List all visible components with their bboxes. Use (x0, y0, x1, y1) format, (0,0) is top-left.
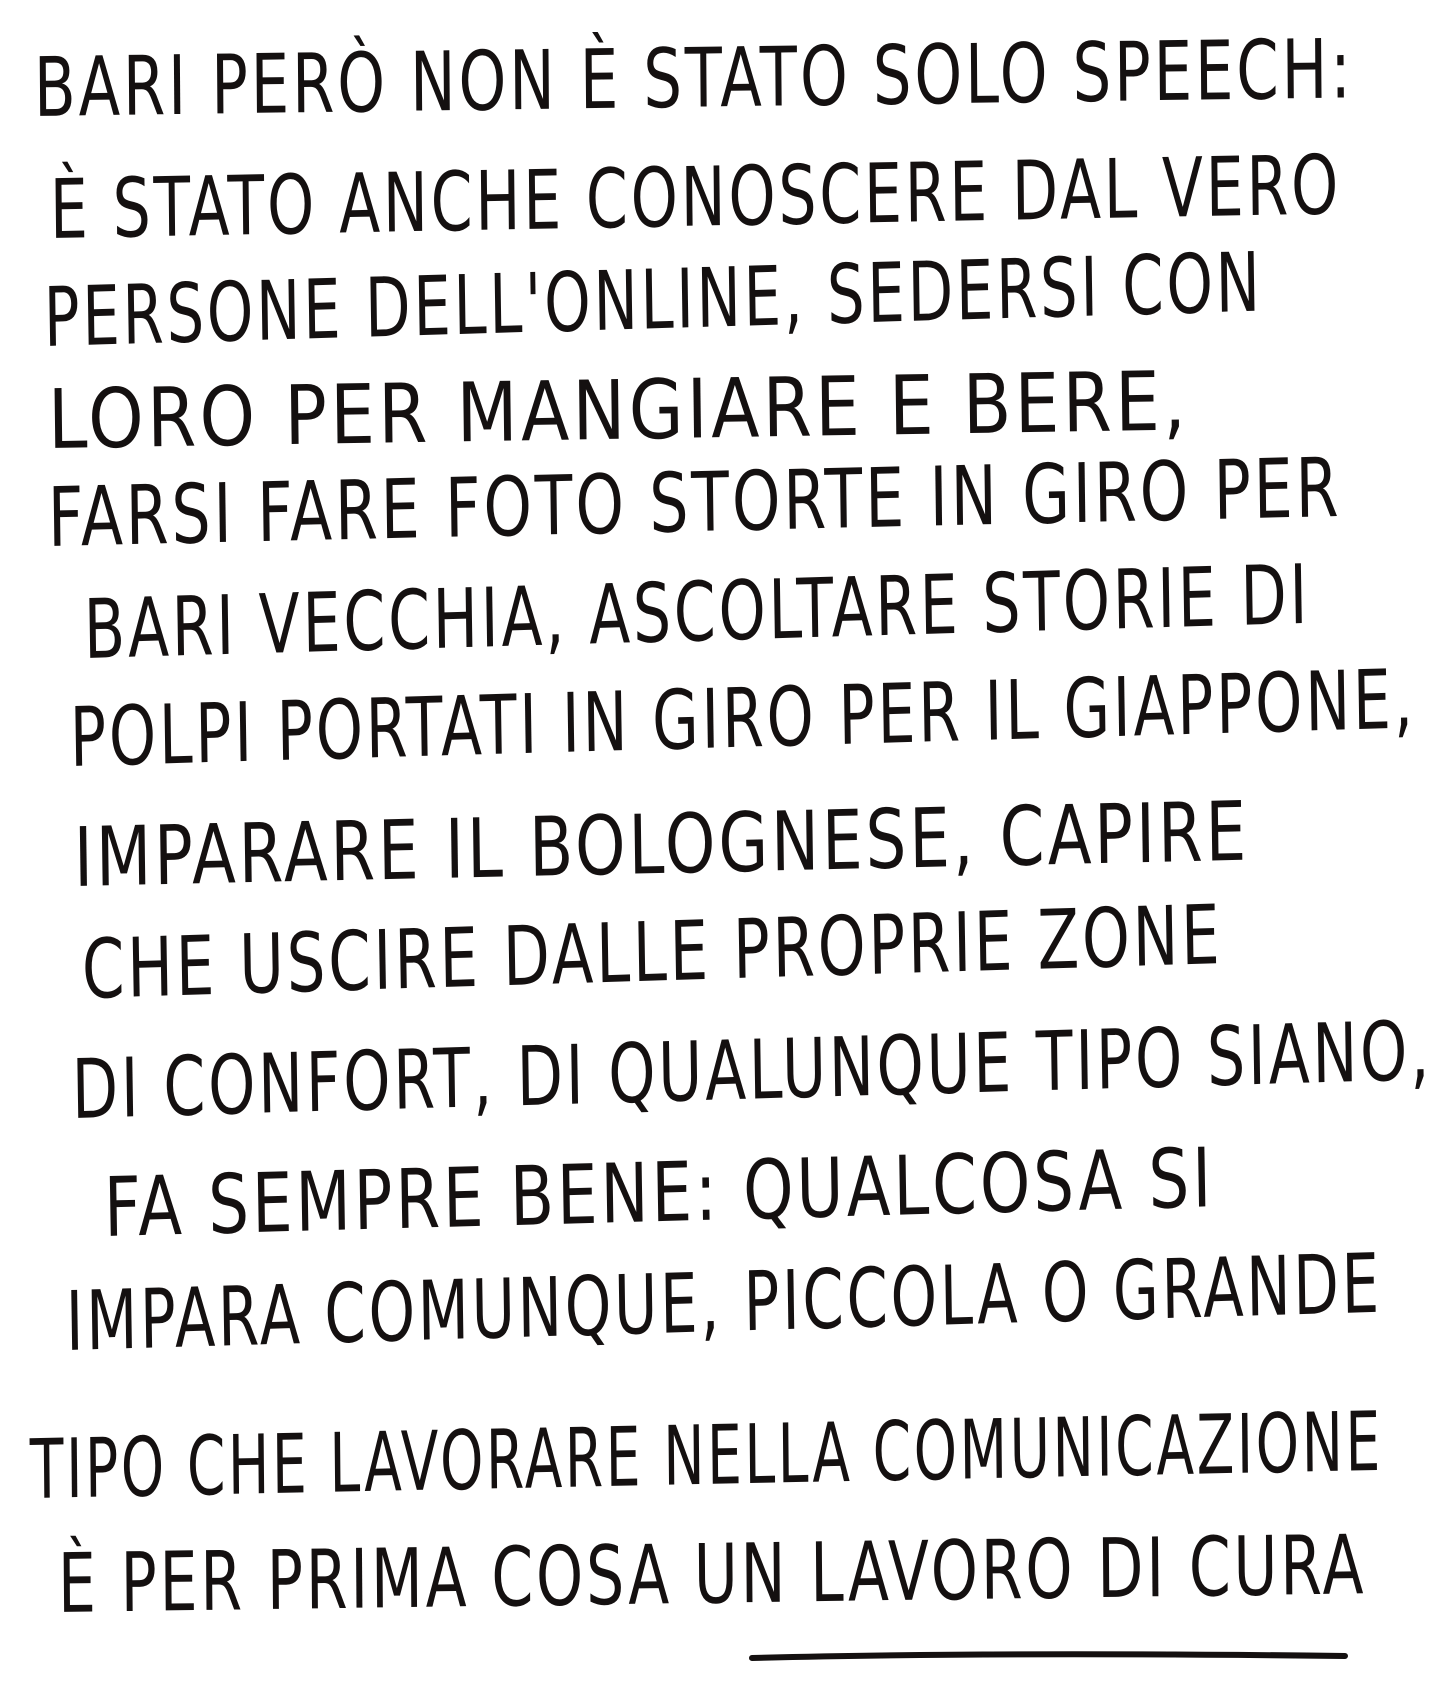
note-line-7: POLPI PORTATI IN GIRO PER IL GIAPPONE, (69, 652, 1417, 786)
note-line-14: È PER PRIMA COSA UN LAVORO DI CURA (57, 1518, 1367, 1632)
note-line-1: BARI PERÒ NON È STATO SOLO SPEECH: (33, 22, 1355, 136)
note-line-5: FARSI FARE FOTO STORTE IN GIRO PER (47, 440, 1343, 566)
note-line-10: DI CONFORT, DI QUALUNQUE TIPO SIANO, (71, 1003, 1433, 1138)
note-line-2: È STATO ANCHE CONOSCERE DAL VERO (49, 138, 1342, 258)
note-line-13: TIPO CHE LAVORARE NELLA COMUNICAZIONE (29, 1394, 1384, 1518)
note-line-4: LORO PER MANGIARE E BERE, (47, 354, 1190, 468)
note-line-11: FA SEMPRE BENE: QUALCOSA SI (103, 1131, 1216, 1256)
note-line-12: IMPARA COMUNQUE, PICCOLA O GRANDE (65, 1236, 1383, 1370)
note-line-8: IMPARARE IL BOLOGNESE, CAPIRE (73, 784, 1250, 906)
note-line-9: CHE USCIRE DALLE PROPRIE ZONE (81, 888, 1224, 1018)
note-line-3: PERSONE DELL'ONLINE, SEDERSI CON (43, 235, 1264, 366)
note-line-6: BARI VECCHIA, ASCOLTARE STORIE DI (83, 547, 1311, 678)
